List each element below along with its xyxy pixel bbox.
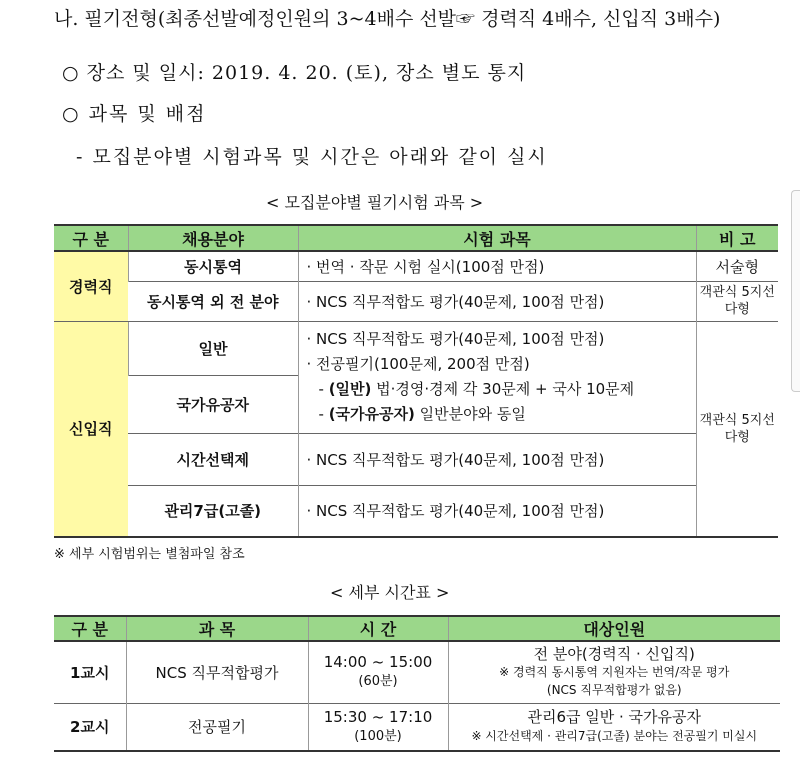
field-mgmt7: 관리7급(고졸) — [128, 485, 298, 537]
target-1-note: ※ 경력직 동시통역 지원자는 번역/작문 평가 — [499, 665, 730, 680]
subjects-bullet: ○ 과목 및 배점 — [62, 103, 207, 125]
course-1: NCS 직무적합평가 — [126, 641, 308, 703]
target-1: 전 분야(경력직 · 신입직) — [533, 645, 695, 664]
time-range-2: 15:30 ~ 17:10 — [323, 707, 433, 726]
field-part-time: 시간선택제 — [128, 433, 298, 485]
field-veteran: 국가유공자 — [128, 375, 298, 433]
schedule-bullet: ○ 장소 및 일시: 2019. 4. 20. (토), 장소 별도 통지 — [62, 62, 527, 84]
subject-other: · NCS 직무적합도 평가(40문제, 100점 만점) — [298, 281, 696, 321]
schedule-table — [54, 615, 780, 752]
duration-1: (60분) — [358, 674, 398, 690]
col-header-period: 구 분 — [54, 616, 126, 641]
subject-mgmt7: · NCS 직무적합도 평가(40문제, 100점 만점) — [298, 485, 696, 537]
scope-footnote: ※ 세부 시험범위는 별첨파일 참조 — [54, 547, 245, 562]
col-header-course: 과 목 — [126, 616, 308, 641]
target-cell-1 — [448, 641, 780, 703]
veteran-label: (국가유공자) — [328, 405, 415, 423]
group-career: 경력직 — [54, 251, 128, 321]
col-header-remark: 비 고 — [696, 225, 778, 251]
time-range-1: 14:00 ~ 15:00 — [323, 653, 433, 672]
subject-major-line: · 전공필기(100문제, 200점 만점) — [306, 355, 530, 373]
general-detail-text: 법·경영·경제 각 30문제 + 국사 10문제 — [371, 380, 635, 398]
time-cell-1 — [308, 641, 448, 703]
time-cell-2 — [308, 703, 448, 751]
remark-essay: 서술형 — [696, 251, 778, 281]
period-1: 1교시 — [54, 641, 126, 703]
col-header-time: 시 간 — [308, 616, 448, 641]
general-label: (일반) — [328, 380, 372, 398]
subject-general-veteran — [298, 321, 696, 433]
target-cell-2 — [448, 703, 780, 751]
duration-2: (100분) — [354, 728, 402, 744]
remark-multiple-choice: 객관식 5지선다형 — [696, 281, 778, 321]
field-general: 일반 — [128, 321, 298, 375]
field-other: 동시통역 외 전 분야 — [128, 281, 298, 321]
col-header-category: 구 분 — [54, 225, 128, 251]
subjects-description: - 모집분야별 시험과목 및 시간은 아래와 같이 실시 — [76, 146, 548, 168]
subject-ncs-line: · NCS 직무적합도 평가(40문제, 100점 만점) — [306, 330, 605, 348]
subject-part-time: · NCS 직무적합도 평가(40문제, 100점 만점) — [298, 433, 696, 485]
subject-veteran-detail: - (국가유공자) 일반분야와 동일 — [318, 405, 526, 423]
col-header-subject: 시험 과목 — [298, 225, 696, 251]
period-2: 2교시 — [54, 703, 126, 751]
target-1-note2: (NCS 직무적합평가 없음) — [546, 683, 682, 698]
col-header-target: 대상인원 — [448, 616, 780, 641]
field-interpretation: 동시통역 — [128, 251, 298, 281]
section-heading: 나. 필기전형(최종선발예정인원의 3~4배수 선발☞ 경력직 4배수, 신입직 3배수) — [54, 8, 721, 30]
subject-interpretation: · 번역 · 작문 시험 실시(100점 만점) — [298, 251, 696, 281]
scrollbar[interactable] — [791, 190, 800, 392]
target-2-note: ※ 시간선택제 · 관리7급(고졸) 분야는 전공필기 미실시 — [471, 728, 758, 743]
table1-caption: < 모집분야별 필기시험 과목 > — [266, 193, 484, 212]
col-header-field: 채용분야 — [128, 225, 298, 251]
target-2: 관리6급 일반 · 국가유공자 — [527, 707, 702, 726]
table2-caption: < 세부 시간표 > — [330, 583, 450, 602]
group-newhire: 신입직 — [54, 321, 128, 537]
veteran-detail-text: 일반분야와 동일 — [414, 405, 526, 423]
written-exam-subjects-table — [54, 224, 778, 538]
subject-general-detail: - (일반) 법·경영·경제 각 30문제 + 국사 10문제 — [318, 380, 635, 398]
course-2: 전공필기 — [126, 703, 308, 751]
remark-newhire: 객관식 5지선다형 — [696, 321, 778, 537]
